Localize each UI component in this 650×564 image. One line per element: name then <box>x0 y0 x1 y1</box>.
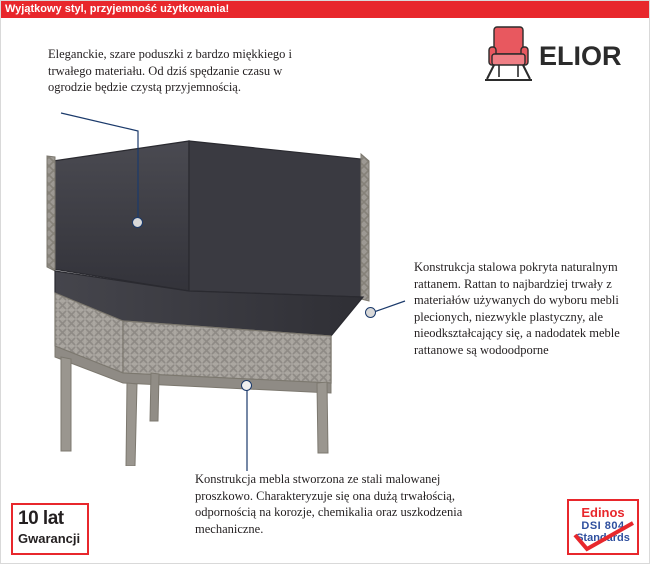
warranty-years: 10 lat <box>18 508 64 529</box>
callout-dot-frame[interactable] <box>241 380 252 391</box>
callout-dot-rattan[interactable] <box>365 307 376 318</box>
warranty-badge <box>11 503 89 555</box>
warranty-label: Gwarancji <box>18 531 81 546</box>
annotation-rattan: Konstrukcja stalowa pokryta naturalnym rattanem. Rattan to najbardziej trwały z materiałów używanych do wyboru mebli plecionych, niezwykle plastyczny, ale nieodkształcający się, a nadodatek meble rattanowe są wodoodporne <box>414 260 620 357</box>
edinos-standards-label: Standards <box>576 532 630 544</box>
checkmark-icon <box>571 521 639 555</box>
callout-dot-cushion[interactable] <box>132 217 143 228</box>
edinos-code: DSI 804 <box>581 520 625 532</box>
edinos-name: Edinos <box>581 505 625 520</box>
edinos-standards-badge <box>567 499 639 555</box>
promo-banner: Wyjątkowy styl, przyjemność użytkowania! <box>1 1 650 18</box>
annotation-cushion: Eleganckie, szare poduszki z bardzo miękkiego i trwałego materiału. Od dziś spędzanie czasu w ogrodzie będzie czystą przyjemnością. <box>48 47 293 94</box>
brand-name: ELIOR <box>539 41 622 71</box>
annotation-frame: Konstrukcja mebla stworzona ze stali malowanej proszkowo. Charakteryzuje się ona dużą trwałością, odpornością na korozje, chemikalia oraz uszkodzenia mechaniczne. <box>195 472 463 536</box>
